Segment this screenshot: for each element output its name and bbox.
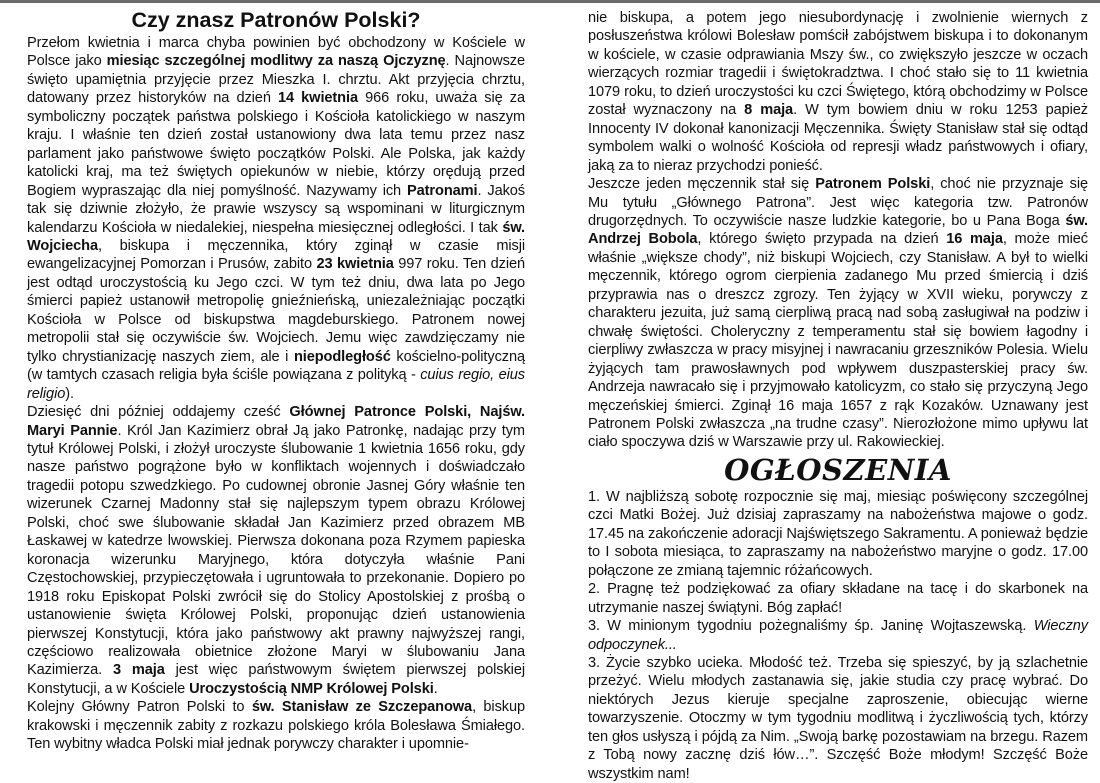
- article-title: Czy znasz Patronów Polski?: [131, 8, 421, 32]
- announcement-item: 1. W najbliższą sobotę rozpocznie się maj, miesiąc poświęcony szczególnej czci Matki Bożej. Już dzisiaj zapraszamy na nabożeństwa majowe o godz. 17.45 na zakończenie adoracji Najświętszego Sakramentu. A ponieważ będzie to I sobota miesiąca, to zapraszamy na nabożeństwo maryjne o godz. 17.00 połączone ze zmianą tajemnic różańcowych.: [588, 488, 1088, 579]
- announcement-item: 2. Pragnę też podziękować za ofiary składane na tacę i do skarbonek na utrzymanie naszej świątyni. Bóg zapłać!: [588, 581, 1088, 616]
- bold-text: Patronem Polski: [815, 176, 931, 193]
- italic-text: cuius regio, eius religio: [27, 367, 525, 402]
- bold-text: 3 maja: [113, 662, 165, 679]
- bold-text: 8 maja: [744, 102, 794, 119]
- bold-text: św. Stanisław ze Szczepanowa: [251, 699, 473, 716]
- article-paragraph: Przełom kwietnia i marca chyba powinien być obchodzony w Kościele w Polsce jako miesiąc szczególnej modlitwy za naszą Ojczyznę. Najnowsze święto upamiętnia przyjęcie przez Mieszka I. chrztu. Akt przyjęcia chrztu, datowany przez historyków na dzień 14 kwietnia 966 roku, uważa się za symboliczny początek państwa polskiego i Kościoła katolickiego w naszym kraju. I właśnie ten dzień został ustanowiony dwa lata temu przez nasz parlament jako państwowe święto początków Polski. Ale Polska, jak każdy katolicki kraj, ma też świętych opiekunów w niebie, którzy orędują przed Bogiem wypraszając dla niej pomyślność. Nazywamy ich Patronami. Jakoś tak się dziwnie złożyło, że prawie wszyscy są wspominani w liturgicznym kalendarzu Kościoła w niedalekiej, niespełna miesięcznej odległości. I tak św. Wojciecha, biskupa i męczennika, który zginął w czasie misji ewangelizacyjnej Pomorzan i Prusów, zabito 23 kwietnia 997 roku. Ten dzień jest odtąd uroczystością ku Jego czci. W tym też dniu, dwa lata po Jego śmierci papież ustanowił metropolię gnieźnieńską, uniezależniając początki Kościoła w Polsce od biskupstwa magdeburskiego. Patronem nowej metropolii stał się oczywiście św. Wojciech. Jemu więc zawdzięczamy nie tylko chrystianizację naszych ziem, ale i niepodległość kościelno-polityczną (w tamtych czasach religia była ściśle powiązana z polityką - cuius regio, eius religio).: [27, 35, 525, 402]
- bold-text: 23 kwietnia: [316, 256, 394, 273]
- top-border: [0, 0, 1100, 3]
- left-column: [27, 8, 525, 754]
- bold-text: Głównej Patronce Polski, Najśw. Maryi Pannie: [27, 404, 526, 439]
- bold-text: Uroczystością NMP Królowej Polski: [189, 680, 434, 697]
- bold-text: niepodległość: [293, 348, 391, 365]
- bold-text: miesiąc szczególnej modlitwy za naszą Ojczyznę: [106, 53, 446, 70]
- bold-text: św. Andrzej Bobola: [588, 212, 1088, 248]
- announcement-item: 3. Życie szybko ucieka. Młodość też. Trzeba się spieszyć, by ją szlachetnie przeżyć. Wielu młodych zastanawia się, jakie studia czy pracę wybrać. Do niektórych Jezus kieruje specjalne zaproszenie, obiecując wierne towarzyszenie. Otoczmy w tym tygodniu modlitwą i życzliwością tych, którzy ten głos usłyszą i pójdą za Nim. „Swoją barkę pozostawiam na brzegu. Razem z Tobą nowy zacznę dziś łów…”. Szczęść Boże młodym! Szczęść Boże wszystkim nam!: [588, 654, 1088, 782]
- article-paragraph: Dziesięć dni później oddajemy cześć Głównej Patronce Polski, Najśw. Maryi Pannie. Król Jan Kazimierz obrał Ją jako Patronkę, nadając przy tym tytuł Królowej Polski, i złożył uroczyste ślubowanie 1 kwietnia 1656 roku, gdy nasze państwo pogrążone było w konfliktach wojennych i doświadczało tragedii potopu szwedzkiego. Po cudownej obronie Jasnej Góry właśnie ten wizerunek Czarnej Madonny stał się najlepszym typem obrazu Królowej Polski, choć swe ślubowanie składał Jan Kazimierz przed obrazem MB Łaskawej w katedrze lwowskiej. Pierwsza dokonana poza Rzymem papieska koronacja wizerunku Maryjnego, która dotyczyła właśnie Pani Częstochowskiej, przypieczętowała i ugruntowała to przekonanie. Dopiero po 1918 roku Episkopat Polski zwrócił się do Stolicy Apostolskiej z prośbą o ustanowienie święta Królowej Polski, proponując dzień ustanowienia pierwszej Konstytucji, która jako państwowy akt prawny najwyższej rangi, częściowo realizowała obietnice złożone Maryi w ślubowaniu Jana Kazimierza. 3 maja jest więc państwowym świętem pierwszej polskiej Konstytucji, a w Kościele Uroczystością NMP Królowej Polski.: [27, 404, 526, 697]
- bold-text: 14 kwietnia: [277, 90, 358, 107]
- article-paragraph: Jeszcze jeden męczennik stał się Patronem Polski, choć nie przyznaje się Mu tytułu „Głównego Patrona”. Jest więc kategoria tzw. Patronów drugorzędnych. To oczywiście nasze ludzkie kategorie, bo u Pana Boga św. Andrzej Bobola, którego święto przypada na dzień 16 maja, może mieć właśnie „większe chody”, niż biskupi Wojciech, czy Stanisław. A był to wielki męczennik, którego ogrom cierpienia zadanego Mu przed śmiercią i dziś przyprawia nas o dreszcz zgrozy. Ten żyjący w XVII wieku, porywczy z charakteru jezuita, już samą cierpliwą pracą nad sobą zasługiwał na podziw i chwałę świętości. Choleryczny z temperamentu stał się bowiem łagodny i cierpliwy zwłaszcza w pracy misyjnej i nawracaniu grzeszników Polesia. Wielu żyjących tam prawosławnych pod wpływem duszpasterskiej pracy św. Andrzeja nawracało się i przyjmowało katolicyzm, co stało się przyczyną Jego męczeńskiej śmierci. Zginął 16 maja 1657 z rąk Kozaków. Uznawany jest Patronem Polski zwłaszcza „na trudne czasy”. Nierozłożone mimo upływu lat ciało spoczywa dziś w Warszawie przy ul. Rakowieckiej.: [588, 176, 1089, 451]
- bold-text: Patronami: [407, 182, 478, 199]
- article-paragraph: Kolejny Główny Patron Polski to św. Stanisław ze Szczepanowa, biskup krakowski i męczennik zabity z rozkazu polskiego króla Bolesława Śmiałego. Ten wybitny władca Polski miał jednak porywczy charakter i upomnie-: [27, 699, 525, 753]
- italic-text: Wieczny odpoczynek...: [588, 618, 1088, 653]
- right-column: [588, 9, 1088, 783]
- bold-text: 16 maja: [946, 231, 1003, 248]
- announcements-heading: OGŁOSZENIA: [724, 452, 952, 487]
- article-paragraph-continued: nie biskupa, a potem jego niesubordynację i zwolnienie wiernych z posłuszeństwa królowi Bolesław pomścił zabójstwem biskupa i to dokonanym w kościele, w czasie odprawiania Mszy św., co zwiększyło jeszcze w oczach wierzących rozmiar tragedii i świętokradztwa. I choć stało się to 11 kwietnia 1079 roku, to dzień uroczystości ku czci Świętego, którą obchodzimy w Polsce został wyznaczony na 8 maja. W tym bowiem dniu w roku 1253 papież Innocenty IV dokonał kanonizacji Męczennika. Święty Stanisław stał się odtąd symbolem walki o wolność Kościoła od represji władz państwowych i ofiary, jaką za to nieraz przychodzi ponieść.: [588, 10, 1088, 174]
- announcement-item: 3. W minionym tygodniu pożegnaliśmy śp. Janinę Wojtaszewską. Wieczny odpoczynek...: [588, 618, 1088, 653]
- bold-text: św. Wojciecha: [27, 219, 525, 254]
